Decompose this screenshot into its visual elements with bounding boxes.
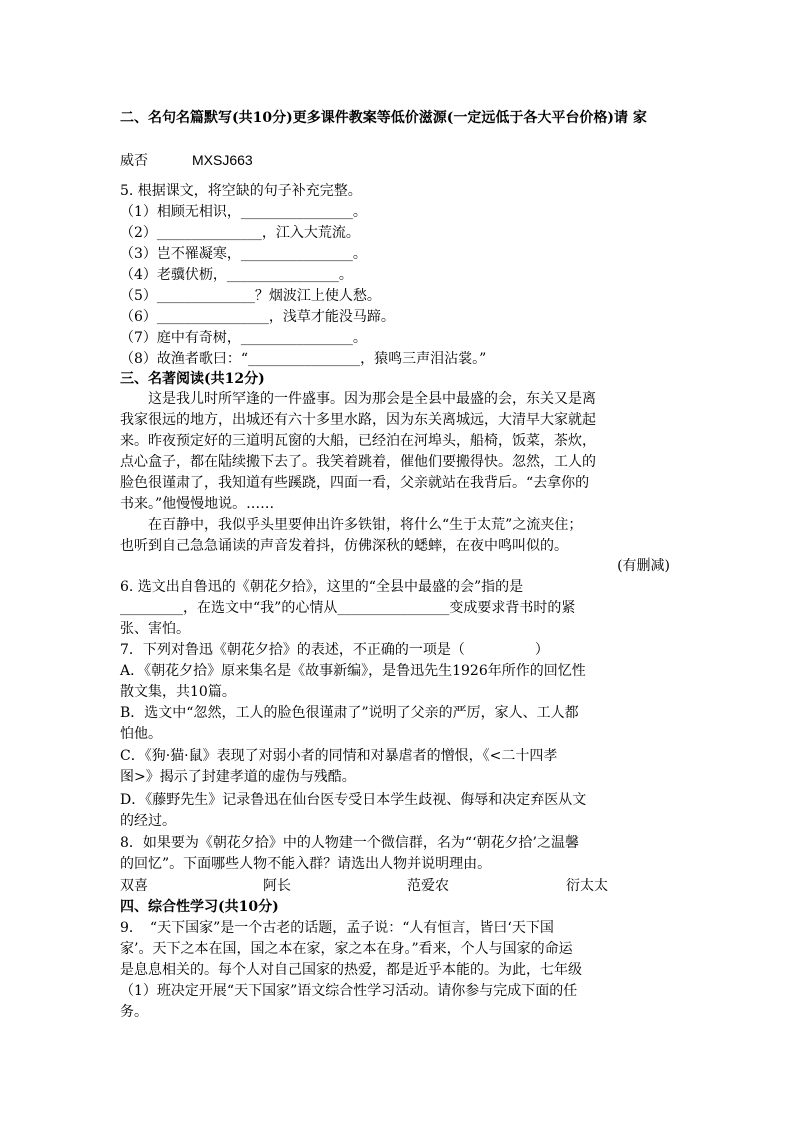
q8-name: 范爱农 bbox=[407, 878, 449, 894]
q7-option-c-cont: 图>》揭示了封建孝道的虚伪与残酷。 bbox=[120, 769, 356, 785]
header-code: MXSJ663 bbox=[192, 152, 253, 168]
q8-name: 衍太太 bbox=[566, 878, 608, 894]
q5-item-7: （7）庭中有奇树，________________。 bbox=[120, 330, 367, 346]
passage-line: 脸色很谨肃了，我知道有些蹊跷，四面一看，父亲就站在我背后。“去拿你的 bbox=[120, 475, 590, 491]
q5-item-5: （5）______________？烟波江上使人愁。 bbox=[120, 288, 381, 304]
section4-heading: 四、综合性学习(共10分) bbox=[120, 899, 279, 915]
q7-option-c: C．《狗·猫·鼠》表现了对弱小者的同情和对暴虐者的憎恨，《<二十四孝 bbox=[120, 748, 558, 764]
question-6: 6. 选文出自鲁迅的《朝花夕拾》，这里的“全县中最盛的会”指的是 bbox=[120, 579, 524, 595]
section3-heading: 三、名著阅读(共12分) bbox=[120, 371, 265, 387]
q5-item-6: （6）________________，浅草才能没马蹄。 bbox=[120, 309, 395, 325]
question-6-line2: _________，在选文中“我”的心情从________________变成要求背书时的紧 bbox=[120, 600, 576, 616]
q7-option-d: D．《藤野先生》记录鲁迅在仙台医专受日本学生歧视、侮辱和决定弃医从文 bbox=[120, 792, 587, 808]
q7-option-d-cont: 的经过。 bbox=[120, 813, 176, 829]
passage-line: 我家很远的地方，出城还有六十多里水路，因为东关离城远，大清早大家就起 bbox=[120, 412, 596, 428]
question-7: 7．下列对鲁迅《朝花夕拾》的表述，不正确的一项是（ ） bbox=[120, 642, 549, 658]
passage-line: 这是我儿时所罕逢的一件盛事。因为那会是全县中最盛的会，东关又是离 bbox=[120, 391, 596, 407]
passage-line: 点心盒子，都在陆续搬下去了。我笑着跳着，催他们要搬得快。忽然，工人的 bbox=[120, 454, 596, 470]
question-9-line: 家’。天下之本在国，国之本在家，家之本在身。”看来，个人与国家的命运 bbox=[120, 941, 573, 957]
question-9-line: （1）班决定开展“天下国家”语文综合性学习活动。请你参与完成下面的任 bbox=[120, 983, 578, 999]
source-note: (有删减) bbox=[617, 558, 670, 574]
passage-line: 也听到自己急急诵读的声音发着抖，仿佛深秋的蟋蟀，在夜中鸣叫似的。 bbox=[120, 538, 568, 554]
question-8: 8．如果要为《朝花夕拾》中的人物建一个微信群，名为“‘朝花夕拾’之温馨 bbox=[120, 835, 579, 851]
header-line2-a: 威否 bbox=[120, 153, 148, 169]
q5-item-8: （8）故渔者歌曰：“________________，猿鸣三声泪沾裳。” bbox=[120, 351, 487, 367]
q5-item-3: （3）岂不罹凝寒，________________。 bbox=[120, 246, 367, 262]
q5-item-2: （2）_______________，江入大荒流。 bbox=[120, 225, 360, 241]
q7-option-b-cont: 怕他。 bbox=[120, 726, 162, 742]
question-9-line: 务。 bbox=[120, 1004, 148, 1020]
q7-option-a-cont: 散文集，共10篇。 bbox=[120, 684, 236, 700]
section2-heading: 二、名句名篇默写(共10分)更多课件教案等低价滋源(一定远低于各大平台价格)请 家 bbox=[120, 110, 647, 126]
q5-item-1: （1）相顾无相识，________________。 bbox=[120, 204, 367, 220]
q8-name: 双喜 bbox=[120, 878, 148, 894]
question-9-line: 是息息相关的。每个人对自己国家的热爱，都是近乎本能的。为此，七年级 bbox=[120, 962, 582, 978]
q5-item-4: （4）老骥伏枥，________________。 bbox=[120, 267, 353, 283]
q7-option-a: A．《朝花夕拾》原来集名是《故事新编》，是鲁迅先生1926年所作的回忆性 bbox=[120, 663, 586, 679]
q8-name: 阿长 bbox=[263, 878, 291, 894]
passage-line: 来。昨夜预定好的三道明瓦窗的大船，已经泊在河埠头，船椅，饭菜，茶炊， bbox=[120, 433, 596, 449]
q7-option-b: B．选文中“忽然，工人的脸色很谨肃了”说明了父亲的严厉，家人、工人都 bbox=[120, 705, 579, 721]
question-8-line2: 的回忆”。下面哪些人物不能入群？请选出人物并说明理由。 bbox=[120, 856, 492, 872]
question-9: 9． “天下国家”是一个古老的话题，孟子说：“人有恒言，皆曰‘天下国 bbox=[120, 920, 554, 936]
passage-line: 在百静中，我似乎头里要伸出许多铁钳，将什么“生于太荒”之流夹住； bbox=[120, 517, 583, 533]
question-6-line3: 张、害怕。 bbox=[120, 621, 190, 637]
passage-line: 书来。”他慢慢地说。…… bbox=[120, 496, 275, 512]
question-5: 5. 根据课文，将空缺的句子补充完整。 bbox=[120, 183, 362, 199]
header-line2 bbox=[120, 150, 253, 170]
